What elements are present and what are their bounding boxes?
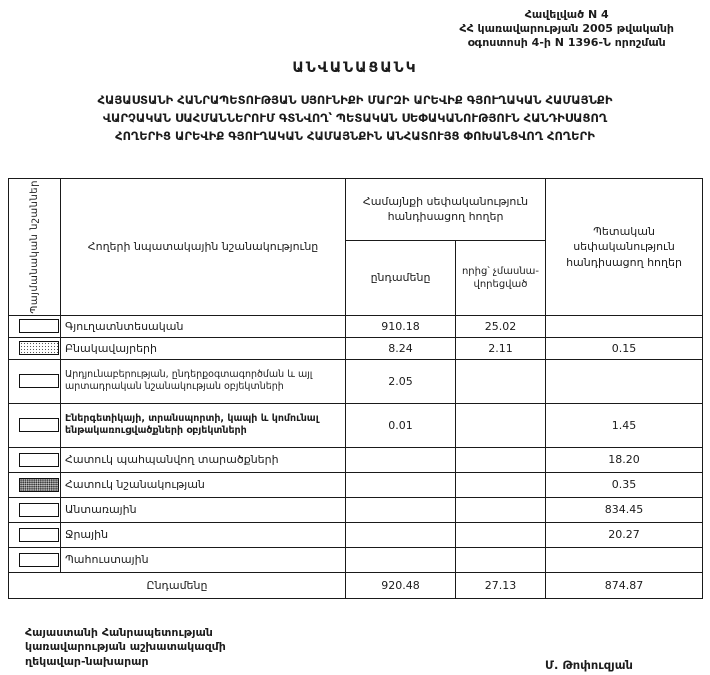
symbols-column-header-cell [9, 179, 61, 316]
community-ofwhich-value [456, 359, 546, 403]
grand-community-ofwhich: 27.13 [456, 572, 546, 598]
legend-swatch [19, 453, 59, 467]
land-transfer-table [8, 178, 703, 599]
table-row [9, 522, 703, 547]
legend-swatch [19, 374, 59, 388]
land-category: Անտառային [61, 497, 346, 522]
community-ofwhich-value [456, 497, 546, 522]
community-total-value [346, 547, 456, 572]
community-total-value [346, 522, 456, 547]
subtitle-line: ՀԱՅԱՍՏԱՆԻ ՀԱՆՐԱՊԵՏՈՒԹՅԱՆ ՍՅՈՒՆԻՔԻ ՄԱՐԶԻ ԱՐԵՎԻՔ ԳՅՈՒՂԱԿԱՆ ՀԱՄԱՅՆՔԻ [97, 93, 613, 107]
state-value: 0.15 [546, 337, 703, 359]
community-ofwhich-value: 2.11 [456, 337, 546, 359]
total-column-header: ընդամենը [346, 241, 456, 316]
state-value: 1.45 [546, 403, 703, 447]
community-ofwhich-value: 25.02 [456, 315, 546, 337]
signatory-title-line: Հայաստանի Հանրապետության [25, 626, 213, 639]
appendix-block [459, 8, 674, 49]
page-title: ԱՆՎԱՆԱՑԱՆԿ [292, 60, 418, 76]
table-row [9, 403, 703, 447]
state-value: 18.20 [546, 447, 703, 472]
legend-swatch [19, 553, 59, 567]
ofwhich-header-line: որից՝ չմասնա- [461, 265, 540, 277]
state-column-header: Պետական սեփականություն հանդիսացող հողեր [546, 179, 703, 316]
land-category: Ջրային [61, 522, 346, 547]
state-value [546, 359, 703, 403]
land-category: Բնակավայրերի [61, 337, 346, 359]
ofwhich-column-header [456, 241, 546, 316]
community-ofwhich-value [456, 447, 546, 472]
subtitle-line: ՀՈՂԵՐԻՑ ԱՐԵՎԻՔ ԳՅՈՒՂԱԿԱՆ ՀԱՄԱՅՆՔԻՆ ԱՆՀԱՏՈՒՅՑ ՓՈԽԱՆՑՎՈՂ ՀՈՂԵՐԻ [115, 128, 595, 143]
land-category: Էներգետիկայի, տրանսպորտի, կապի և կոմունալ ենթակառուցվածքների օբյեկտների [61, 403, 346, 447]
signatory-title-line: կառավարության աշխատակազմի [25, 640, 226, 654]
community-ofwhich-value [456, 547, 546, 572]
community-total-value [346, 472, 456, 497]
legend-swatch [19, 341, 59, 355]
appendix-line: ՀՀ կառավարության 2005 թվականի [459, 21, 674, 35]
legend-swatch [19, 418, 59, 432]
total-row-label: Ընդամենը [9, 572, 346, 598]
appendix-line: օգոստոսի 4-ի N 1396-Ն որոշման [467, 35, 666, 49]
document-subtitle [0, 92, 710, 145]
land-category: Պահուստային [61, 547, 346, 572]
community-total-value [346, 447, 456, 472]
state-value: 834.45 [546, 497, 703, 522]
community-ofwhich-value [456, 403, 546, 447]
state-value [546, 315, 703, 337]
symbols-column-header: Պայմանական նշաններ [29, 180, 40, 314]
community-total-value: 2.05 [346, 359, 456, 403]
table-header-row-group [9, 179, 703, 241]
table-row [9, 315, 703, 337]
state-value [546, 547, 703, 572]
legend-swatch [19, 478, 59, 492]
community-total-value: 0.01 [346, 403, 456, 447]
land-category: Գյուղատնտեսական [61, 315, 346, 337]
table-row [9, 337, 703, 359]
table-row [9, 447, 703, 472]
table-row [9, 497, 703, 522]
legend-swatch [19, 528, 59, 542]
legend-swatch [19, 503, 59, 517]
community-ofwhich-value [456, 472, 546, 497]
land-category: Արդյունաբերության, ընդերքօգտագործման և այլ արտադրական նշանակության օբյեկտների [61, 359, 346, 403]
signatory-title-block [25, 626, 226, 669]
legend-swatch [19, 319, 59, 333]
ofwhich-header-line: վորեցված [473, 278, 528, 290]
land-category: Հատուկ պահպանվող տարածքների [61, 447, 346, 472]
table-row [9, 472, 703, 497]
purpose-column-header: Հողերի նպատակային նշանակությունը [61, 179, 346, 316]
community-total-value [346, 497, 456, 522]
state-value: 0.35 [546, 472, 703, 497]
community-total-value: 8.24 [346, 337, 456, 359]
subtitle-line: ՎԱՐՉԱԿԱՆ ՍԱՀՄԱՆՆԵՐՈՒՄ ԳՏՆՎՈՂ՝ ՊԵՏԱԿԱՆ ՍԵՓԱԿԱՆՈՒԹՅՈՒՆ ՀԱՆԴԻՍԱՑՈՂ [102, 110, 608, 125]
grand-state-total: 874.87 [546, 572, 703, 598]
land-category: Հատուկ նշանակության [61, 472, 346, 497]
signatory-title-line: ղեկավար-նախարար [25, 654, 149, 668]
community-group-header: Համայնքի սեփականություն հանդիսացող հողեր [346, 179, 546, 241]
grand-community-total: 920.48 [346, 572, 456, 598]
table-row [9, 359, 703, 403]
table-total-row [9, 572, 703, 598]
table-row [9, 547, 703, 572]
signature-name: Մ. Թոփուզյան [545, 658, 633, 672]
state-value: 20.27 [546, 522, 703, 547]
appendix-line: Հավելված N 4 [524, 8, 609, 21]
community-total-value: 910.18 [346, 315, 456, 337]
community-ofwhich-value [456, 522, 546, 547]
